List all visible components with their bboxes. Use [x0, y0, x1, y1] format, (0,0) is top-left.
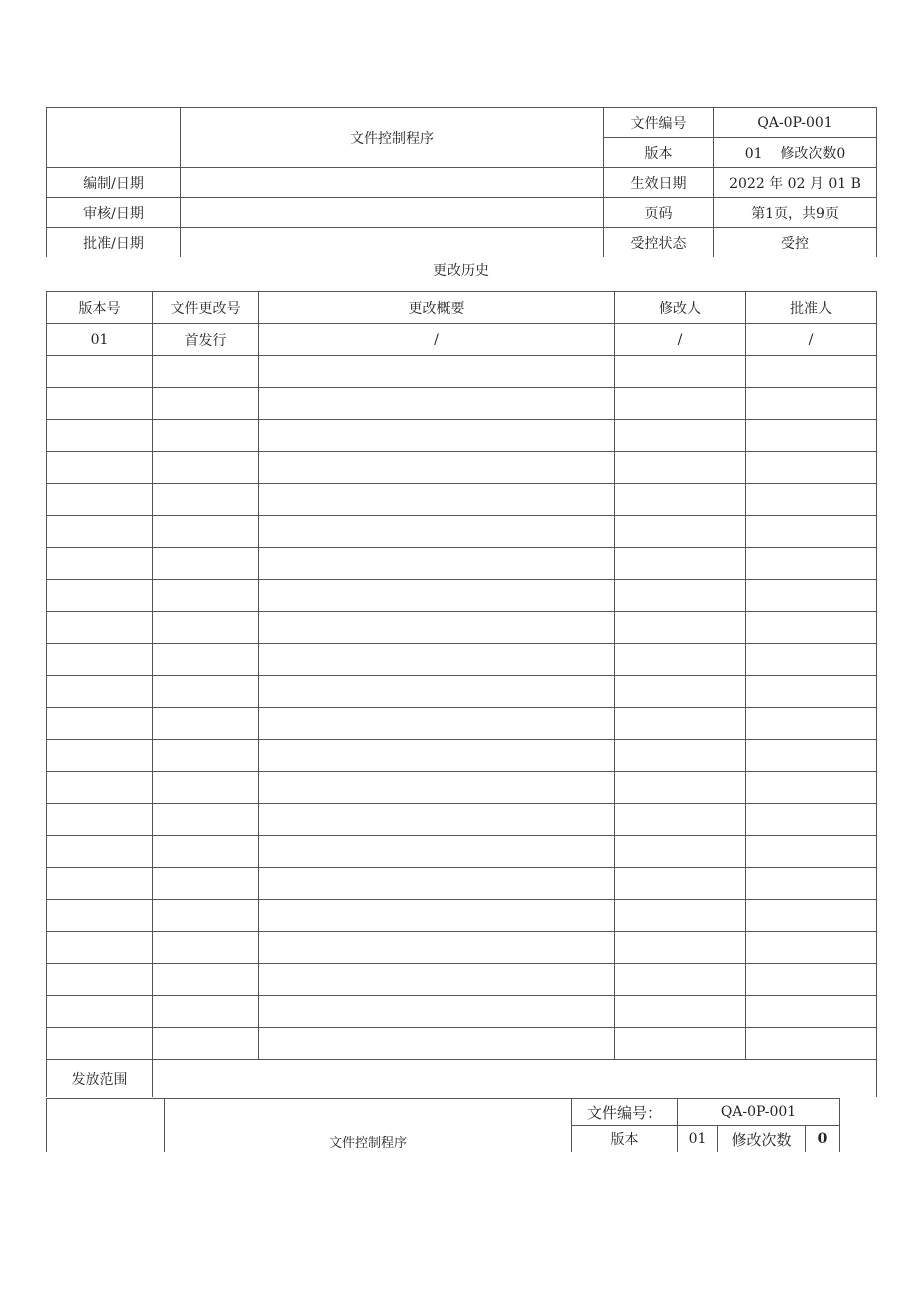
doc-title-2-text: 文件控制程序	[328, 1136, 407, 1151]
empty-cell	[259, 420, 615, 452]
empty-cell	[746, 804, 877, 836]
empty-cell	[615, 900, 746, 932]
empty-cell	[615, 772, 746, 804]
distribution-label: 发放范围	[47, 1060, 153, 1098]
empty-cell	[259, 612, 615, 644]
empty-cell	[47, 868, 153, 900]
empty-cell	[47, 580, 153, 612]
col-change-no: 文件更改号	[153, 292, 259, 324]
empty-cell	[746, 452, 877, 484]
empty-cell	[153, 420, 259, 452]
empty-cell	[47, 804, 153, 836]
empty-cell	[153, 356, 259, 388]
empty-cell	[615, 836, 746, 868]
empty-cell	[615, 580, 746, 612]
table-row	[47, 580, 877, 612]
empty-cell	[259, 644, 615, 676]
page-label: 页码	[604, 198, 714, 228]
distribution-value	[153, 1060, 877, 1098]
doc-no-label: 文件编号	[604, 108, 714, 138]
empty-cell	[153, 1028, 259, 1060]
empty-cell	[746, 932, 877, 964]
empty-cell	[259, 676, 615, 708]
table-row	[47, 740, 877, 772]
document-header-table-2	[46, 1098, 840, 1152]
empty-cell	[47, 772, 153, 804]
revisions-label: 修改次数0	[780, 145, 846, 162]
empty-cell	[746, 772, 877, 804]
empty-cell	[615, 1028, 746, 1060]
empty-cell	[259, 516, 615, 548]
empty-cell	[615, 964, 746, 996]
empty-cell	[153, 580, 259, 612]
doc-no-value: QA-0P-001	[714, 108, 877, 138]
revisions-value-2: 0	[806, 1126, 840, 1153]
reviewed-label: 审核/日期	[47, 198, 181, 228]
table-row	[47, 420, 877, 452]
empty-cell	[47, 644, 153, 676]
empty-cell	[259, 1028, 615, 1060]
empty-cell	[153, 900, 259, 932]
empty-cell	[259, 580, 615, 612]
empty-cell	[47, 1028, 153, 1060]
empty-cell	[746, 612, 877, 644]
col-modifier: 修改人	[615, 292, 746, 324]
approved-value	[181, 228, 604, 258]
table-row	[47, 836, 877, 868]
table-row	[47, 932, 877, 964]
empty-cell	[615, 548, 746, 580]
control-label: 受控状态	[604, 228, 714, 258]
empty-cell	[746, 964, 877, 996]
version-label-2: 版本	[572, 1126, 678, 1153]
empty-cell	[746, 836, 877, 868]
history-title: 更改历史	[433, 263, 489, 279]
col-approver: 批准人	[746, 292, 877, 324]
empty-cell	[615, 484, 746, 516]
table-row	[47, 548, 877, 580]
approved-label: 批准/日期	[47, 228, 181, 258]
history-header-row	[47, 292, 877, 324]
doc-no-value-2: QA-0P-001	[678, 1099, 840, 1126]
version-value: 01	[744, 145, 763, 162]
empty-cell	[47, 452, 153, 484]
empty-cell	[47, 420, 153, 452]
doc-no-label-2: 文件编号：	[572, 1099, 678, 1126]
empty-cell	[259, 900, 615, 932]
empty-cell	[615, 804, 746, 836]
table-row	[47, 356, 877, 388]
distribution-table	[46, 1059, 877, 1097]
empty-cell	[259, 548, 615, 580]
empty-cell	[47, 676, 153, 708]
empty-cell	[153, 644, 259, 676]
empty-cell	[259, 932, 615, 964]
empty-cell	[259, 356, 615, 388]
doc-title: 文件控制程序	[181, 108, 604, 168]
logo-cell-2	[47, 1099, 165, 1153]
cell-approver: /	[746, 324, 877, 356]
empty-cell	[153, 548, 259, 580]
empty-cell	[47, 708, 153, 740]
empty-cell	[746, 1028, 877, 1060]
empty-cell	[746, 356, 877, 388]
empty-cell	[615, 996, 746, 1028]
empty-cell	[259, 964, 615, 996]
empty-cell	[746, 900, 877, 932]
cell-summary: /	[259, 324, 615, 356]
reviewed-value	[181, 198, 604, 228]
table-row	[47, 484, 877, 516]
empty-cell	[153, 996, 259, 1028]
empty-cell	[47, 900, 153, 932]
table-row	[47, 964, 877, 996]
table-row	[47, 868, 877, 900]
empty-cell	[153, 516, 259, 548]
effective-label: 生效日期	[604, 168, 714, 198]
table-row	[47, 1028, 877, 1060]
empty-cell	[746, 580, 877, 612]
empty-cell	[615, 420, 746, 452]
empty-cell	[259, 804, 615, 836]
compiled-label: 编制/日期	[47, 168, 181, 198]
empty-cell	[47, 932, 153, 964]
cell-change-no: 首发行	[153, 324, 259, 356]
empty-cell	[615, 868, 746, 900]
empty-cell	[153, 612, 259, 644]
empty-cell	[746, 708, 877, 740]
empty-cell	[153, 868, 259, 900]
empty-cell	[47, 484, 153, 516]
empty-cell	[615, 612, 746, 644]
table-row	[47, 324, 877, 356]
cell-modifier: /	[615, 324, 746, 356]
empty-cell	[153, 452, 259, 484]
page-value: 第1页，共9页	[714, 198, 877, 228]
empty-cell	[746, 644, 877, 676]
empty-cell	[259, 452, 615, 484]
empty-cell	[746, 676, 877, 708]
compiled-value	[181, 168, 604, 198]
empty-cell	[47, 388, 153, 420]
empty-cell	[47, 740, 153, 772]
empty-cell	[259, 708, 615, 740]
table-row	[47, 804, 877, 836]
empty-cell	[746, 996, 877, 1028]
empty-cell	[259, 868, 615, 900]
empty-cell	[746, 516, 877, 548]
empty-cell	[746, 740, 877, 772]
empty-cell	[259, 740, 615, 772]
table-row	[47, 612, 877, 644]
empty-cell	[259, 484, 615, 516]
revisions-label-2: 修改次数	[718, 1126, 806, 1153]
table-row	[47, 708, 877, 740]
doc-title-2	[165, 1099, 572, 1153]
table-row	[47, 644, 877, 676]
empty-cell	[615, 708, 746, 740]
cell-version: 01	[47, 324, 153, 356]
empty-cell	[259, 388, 615, 420]
empty-cell	[153, 740, 259, 772]
table-row	[47, 772, 877, 804]
col-summary: 更改概要	[259, 292, 615, 324]
empty-cell	[47, 548, 153, 580]
empty-cell	[47, 996, 153, 1028]
empty-cell	[153, 836, 259, 868]
empty-cell	[615, 676, 746, 708]
empty-cell	[153, 484, 259, 516]
empty-cell	[47, 516, 153, 548]
history-table	[46, 291, 877, 1060]
empty-cell	[259, 996, 615, 1028]
table-row	[47, 900, 877, 932]
empty-cell	[153, 772, 259, 804]
document-header-table	[46, 107, 877, 257]
empty-cell	[153, 676, 259, 708]
empty-cell	[153, 388, 259, 420]
empty-cell	[153, 804, 259, 836]
empty-cell	[746, 868, 877, 900]
table-row	[47, 996, 877, 1028]
empty-cell	[615, 932, 746, 964]
empty-cell	[47, 836, 153, 868]
empty-cell	[47, 612, 153, 644]
version-label: 版本	[604, 138, 714, 168]
col-version: 版本号	[47, 292, 153, 324]
version-value-2: 01	[678, 1126, 718, 1153]
table-row	[47, 388, 877, 420]
empty-cell	[47, 356, 153, 388]
logo-cell	[47, 108, 181, 168]
effective-value: 2022 年 02 月 01 B	[714, 168, 877, 198]
empty-cell	[746, 420, 877, 452]
table-row	[47, 676, 877, 708]
empty-cell	[259, 772, 615, 804]
empty-cell	[615, 356, 746, 388]
empty-cell	[746, 388, 877, 420]
empty-cell	[153, 932, 259, 964]
empty-cell	[259, 836, 615, 868]
empty-cell	[153, 964, 259, 996]
empty-cell	[153, 708, 259, 740]
empty-cell	[746, 484, 877, 516]
empty-cell	[615, 452, 746, 484]
table-row	[47, 516, 877, 548]
table-row	[47, 452, 877, 484]
empty-cell	[615, 516, 746, 548]
control-value: 受控	[714, 228, 877, 258]
version-cell	[714, 138, 877, 168]
empty-cell	[615, 644, 746, 676]
empty-cell	[615, 740, 746, 772]
empty-cell	[47, 964, 153, 996]
empty-cell	[615, 388, 746, 420]
empty-cell	[746, 548, 877, 580]
